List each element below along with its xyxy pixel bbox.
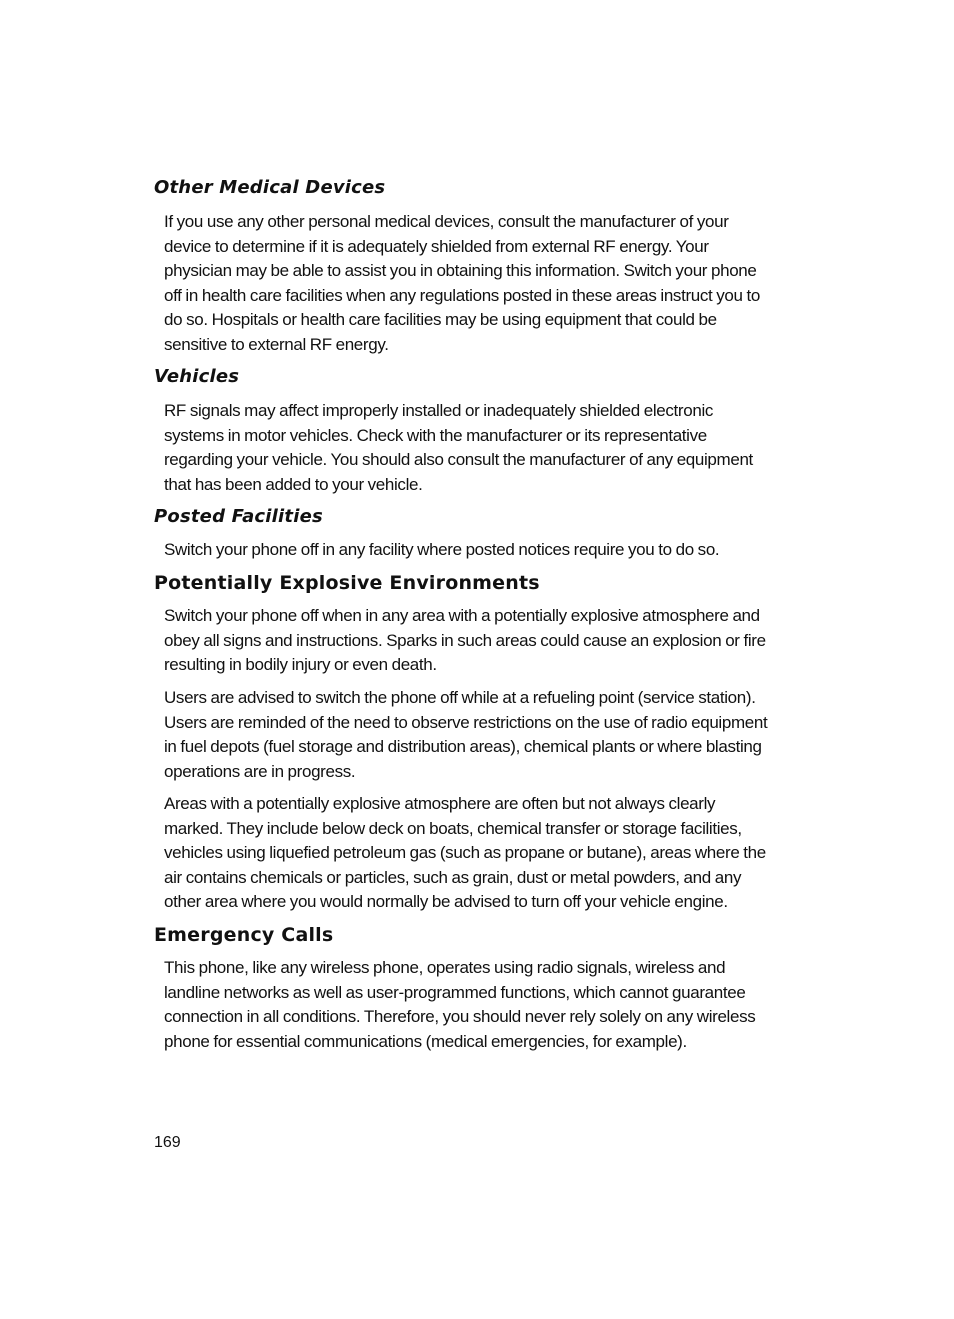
paragraph-emergency-calls: This phone, like any wireless phone, operates using radio signals, wireless and landline networks as well as user-programmed functions, which cannot guarantee connection in all conditions. Therefore, you should never rely solely on any wireless phone for essential communications (medical emergencies, for example). — [164, 958, 756, 1051]
paragraph-posted-facilities: Switch your phone off in any facility where posted notices require you to do so. — [164, 540, 720, 559]
heading-posted-facilities: Posted Facilities — [154, 506, 323, 527]
paragraph-explosive-1: Switch your phone off when in any area with a potentially explosive atmosphere and obey all signs and instructions. Sparks in such areas could cause an explosion or fire resulting in bodily injury or even death. — [164, 606, 766, 675]
heading-vehicles: Vehicles — [154, 366, 240, 387]
paragraph-vehicles: RF signals may affect improperly installed or inadequately shielded electronic systems in motor vehicles. Check with the manufacturer or its representative regarding your vehicle. You should also consult the manufacturer of any equipment that has been added to your vehicle. — [164, 401, 753, 494]
paragraph-explosive-3: Areas with a potentially explosive atmosphere are often but not always clearly marked. They include below deck on boats, chemical transfer or storage facilities, vehicles using liquefied petroleum gas (such as propane or butane), areas where the air contains chemicals or particles, such as grain, dust or metal powders, and any other area where you would normally be advised to turn off your vehicle engine. — [164, 794, 766, 912]
heading-emergency-calls: Emergency Calls — [154, 924, 334, 946]
heading-other-medical-devices: Other Medical Devices — [154, 177, 386, 198]
heading-potentially-explosive-environments: Potentially Explosive Environments — [154, 572, 540, 594]
paragraph-explosive-2: Users are advised to switch the phone off while at a refueling point (service station). Users are reminded of the need to observe restrictions on the use of radio equipment in fuel depots (fuel storage and distribution areas), chemical plants or where blasting operations are in progress. — [164, 688, 768, 781]
page-number: 169 — [154, 1134, 181, 1151]
paragraph-other-medical-devices: If you use any other personal medical devices, consult the manufacturer of your device to determine if it is adequately shielded from external RF energy. Your physician may be able to assist you in obtaining this information. Switch your phone off in health care facilities when any regulations posted in these areas instruct you to do so. Hospitals or health care facilities may be using equipment that could be sensitive to external RF energy. — [164, 212, 760, 354]
